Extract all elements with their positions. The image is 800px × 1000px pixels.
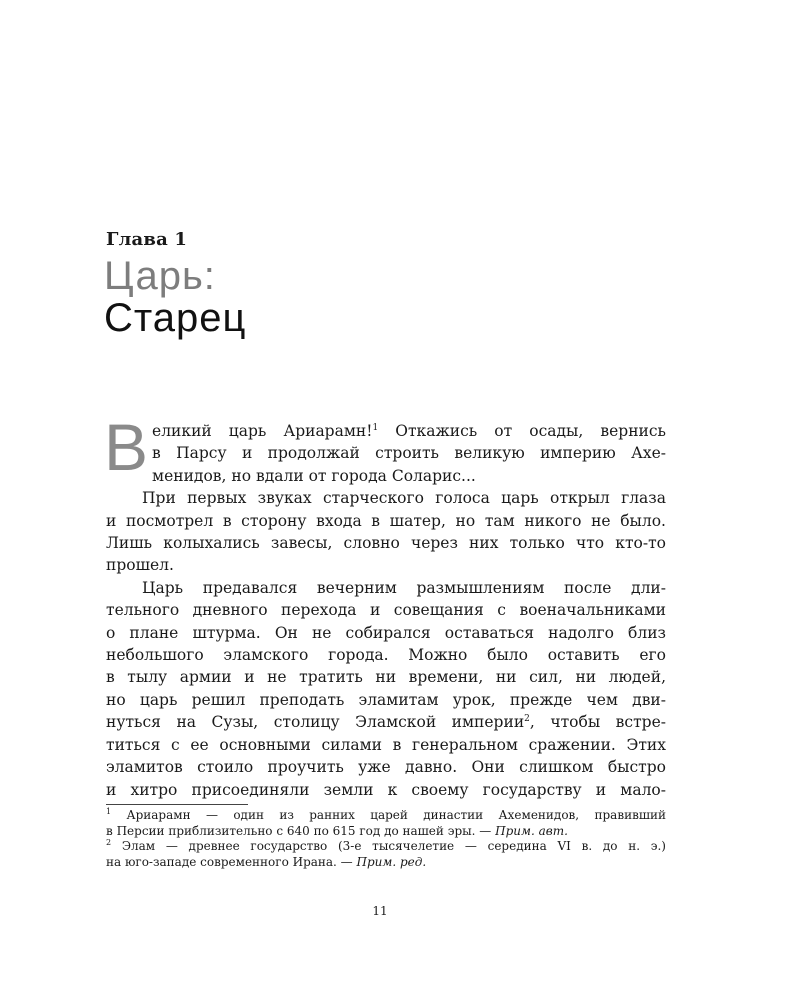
paragraph-line: небольшого эламского города. Можно было оставить его bbox=[106, 646, 666, 665]
paragraph-line: в тылу армии и не тратить ни времени, ни сил, ни людей, bbox=[106, 668, 666, 687]
footnote-2 bbox=[106, 839, 666, 870]
page-number: 11 bbox=[372, 904, 388, 918]
paragraph-line: еликий царь Ариарамн!$^1$ Откажись от осады, вернись bbox=[152, 422, 666, 440]
paragraph-line: Царь предавался вечерним размышлениям после дли- bbox=[142, 578, 666, 597]
footnote-line: $^1$ Ариарамн — один из ранних царей династии Ахеменидов, правивший bbox=[106, 807, 666, 822]
paragraph-line: нуться на Сузы, столицу Эламской империи$^2$, чтобы встре- bbox=[106, 713, 666, 732]
paragraph-3 bbox=[106, 577, 666, 801]
chapter-title-line-2: Старец bbox=[104, 296, 247, 340]
note-attribution: Прим. ред. bbox=[356, 854, 427, 869]
paragraph-line: и посмотрел в сторону входа в шатер, но там никого не было. bbox=[106, 511, 666, 530]
paragraph-line: но царь решил преподать эламитам урок, прежде чем дви- bbox=[106, 690, 666, 709]
paragraph-2 bbox=[106, 487, 666, 577]
chapter-label: Глава 1 bbox=[106, 229, 188, 250]
footnote-divider bbox=[106, 804, 248, 805]
footnote-ref-1: 1 bbox=[372, 422, 379, 433]
paragraph-1 bbox=[104, 410, 666, 487]
drop-cap: В bbox=[104, 410, 149, 484]
footnote-line: в Персии приблизительно с 640 по 615 год до нашей эры. — Прим. авт. bbox=[106, 823, 568, 838]
footnotes bbox=[106, 808, 666, 870]
footnote-1 bbox=[106, 808, 666, 839]
paragraph-line: о плане штурма. Он не собирался оставаться надолго близ bbox=[106, 623, 666, 642]
paragraph-line: и хитро присоединяли земли к своему государству и мало- bbox=[106, 780, 666, 799]
paragraph-line: Лишь колыхались завесы, словно через них только что кто-то bbox=[106, 534, 666, 553]
note-attribution: Прим. авт. bbox=[495, 823, 568, 838]
paragraph-line: титься с ее основными силами в генеральном сражении. Этих bbox=[106, 735, 666, 754]
footnote-ref-2: 2 bbox=[524, 714, 530, 725]
chapter-title-line-1: Царь: bbox=[104, 254, 216, 298]
paragraph-line: в Парсу и продолжай строить великую империю Ахе- bbox=[152, 444, 666, 463]
paragraph-line: прошел. bbox=[106, 556, 174, 575]
body-text bbox=[104, 410, 666, 801]
footnote-line: $^2$ Элам — древнее государство (3-е тысячелетие — середина VI в. до н. э.) bbox=[106, 838, 666, 853]
paragraph-line: При первых звуках старческого голоса царь открыл глаза bbox=[142, 489, 666, 508]
paragraph-line: эламитов стоило проучить уже давно. Они слишком быстро bbox=[106, 758, 666, 777]
footnote-line: на юго-западе современного Ирана. — Прим. ред. bbox=[106, 854, 427, 869]
paragraph-line: тельного дневного перехода и совещания с военачальниками bbox=[106, 601, 666, 620]
paragraph-line: менидов, но вдали от города Соларис... bbox=[152, 466, 476, 485]
